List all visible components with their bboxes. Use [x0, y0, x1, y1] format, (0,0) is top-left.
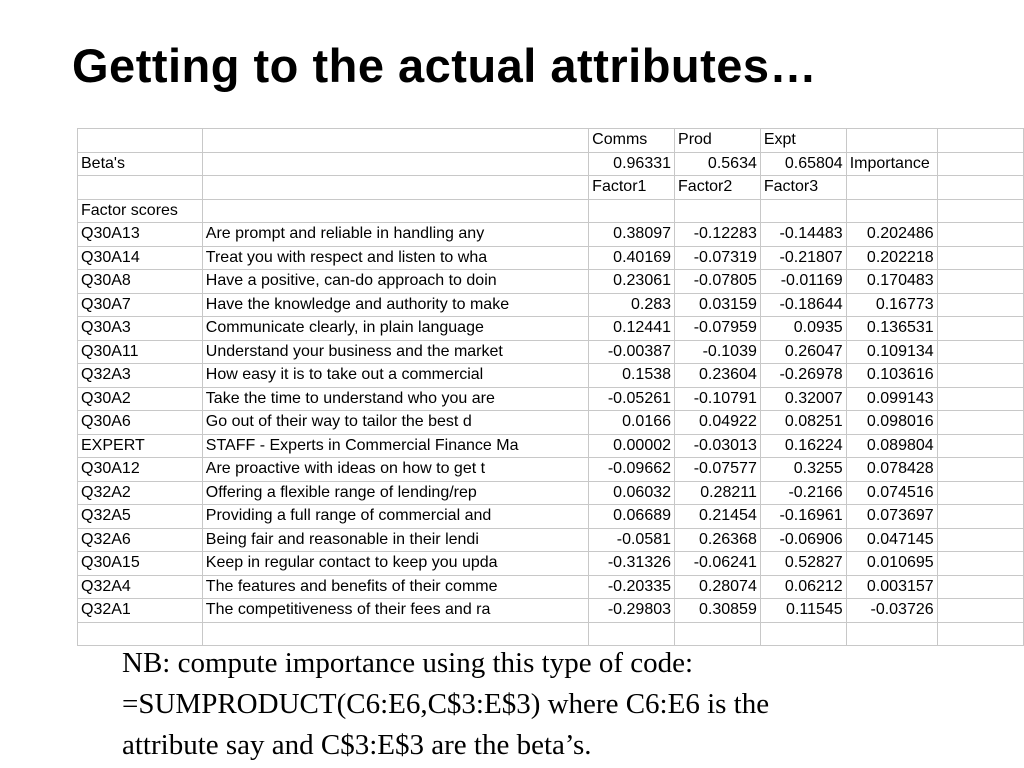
table-cell: 0.5634 [675, 152, 761, 176]
table-cell: Q32A5 [78, 505, 203, 529]
table-cell: -0.07319 [675, 246, 761, 270]
table-cell: -0.03013 [675, 434, 761, 458]
table-cell: Offering a flexible range of lending/rep [202, 481, 588, 505]
table-cell [202, 199, 588, 223]
table-cell: 0.103616 [846, 364, 937, 388]
table-cell: Importance [846, 152, 937, 176]
table-cell: -0.18644 [760, 293, 846, 317]
table-cell: Treat you with respect and listen to wha [202, 246, 588, 270]
table-cell [937, 575, 1023, 599]
table-cell: Are prompt and reliable in handling any [202, 223, 588, 247]
table-row [78, 458, 1024, 482]
table-cell: Understand your business and the market [202, 340, 588, 364]
table-cell [937, 528, 1023, 552]
table-row [78, 552, 1024, 576]
table-cell [937, 223, 1023, 247]
table-cell: -0.14483 [760, 223, 846, 247]
table-cell: -0.31326 [589, 552, 675, 576]
table-cell: 0.16224 [760, 434, 846, 458]
table-cell: 0.3255 [760, 458, 846, 482]
header-row [78, 129, 1024, 153]
table-cell: -0.1039 [675, 340, 761, 364]
table-cell: 0.074516 [846, 481, 937, 505]
slide-title: Getting to the actual attributes… [72, 39, 818, 92]
table-cell [202, 622, 588, 646]
table-cell: 0.96331 [589, 152, 675, 176]
table-cell [937, 622, 1023, 646]
table-cell: -0.16961 [760, 505, 846, 529]
table-cell: -0.05261 [589, 387, 675, 411]
table-cell: Factor1 [589, 176, 675, 200]
note-line-3: attribute say and C$3:E$3 are the beta’s. [122, 729, 592, 761]
table-cell: 0.099143 [846, 387, 937, 411]
table-row [78, 340, 1024, 364]
table-cell [675, 622, 761, 646]
table-cell [846, 129, 937, 153]
table-cell [937, 317, 1023, 341]
table-row [78, 270, 1024, 294]
factor-scores-label-row [78, 199, 1024, 223]
table-cell: Q30A7 [78, 293, 203, 317]
table-cell [937, 246, 1023, 270]
table-cell: Communicate clearly, in plain language [202, 317, 588, 341]
table-cell: 0.202218 [846, 246, 937, 270]
table-cell: -0.07805 [675, 270, 761, 294]
table-cell [937, 387, 1023, 411]
table-cell: -0.03726 [846, 599, 937, 623]
beta-row [78, 152, 1024, 176]
table-cell [78, 129, 203, 153]
table-cell: 0.283 [589, 293, 675, 317]
table-cell: Have the knowledge and authority to make [202, 293, 588, 317]
table-cell [937, 340, 1023, 364]
table-cell: -0.07959 [675, 317, 761, 341]
table-cell: -0.06906 [760, 528, 846, 552]
table-cell: 0.047145 [846, 528, 937, 552]
table-row [78, 528, 1024, 552]
table-cell [937, 129, 1023, 153]
table-row [78, 599, 1024, 623]
table-cell [202, 129, 588, 153]
table-cell: Q32A2 [78, 481, 203, 505]
table-cell: 0.1538 [589, 364, 675, 388]
table-cell: 0.11545 [760, 599, 846, 623]
table-row [78, 505, 1024, 529]
table-row [78, 246, 1024, 270]
table-cell: 0.073697 [846, 505, 937, 529]
table-cell [846, 176, 937, 200]
table-cell: -0.21807 [760, 246, 846, 270]
table-cell: STAFF - Experts in Commercial Finance Ma [202, 434, 588, 458]
table-cell: The competitiveness of their fees and ra [202, 599, 588, 623]
table-cell [760, 622, 846, 646]
table-cell [937, 364, 1023, 388]
table-cell: 0.65804 [760, 152, 846, 176]
table-cell: Q30A8 [78, 270, 203, 294]
table-cell [937, 293, 1023, 317]
table-cell [937, 458, 1023, 482]
table-cell: -0.09662 [589, 458, 675, 482]
table-cell: Q30A14 [78, 246, 203, 270]
table-cell: Q30A13 [78, 223, 203, 247]
table-cell: -0.07577 [675, 458, 761, 482]
table-cell: -0.00387 [589, 340, 675, 364]
table-cell [937, 599, 1023, 623]
table-cell: 0.0166 [589, 411, 675, 435]
table-cell: EXPERT [78, 434, 203, 458]
table-cell [589, 622, 675, 646]
table-cell: Q32A6 [78, 528, 203, 552]
table-cell: 0.40169 [589, 246, 675, 270]
factor-scores-table [77, 128, 1024, 646]
table-cell: -0.2166 [760, 481, 846, 505]
table-cell [846, 199, 937, 223]
table-cell: 0.52827 [760, 552, 846, 576]
table-cell: Beta's [78, 152, 203, 176]
table-cell: -0.26978 [760, 364, 846, 388]
table-cell: 0.170483 [846, 270, 937, 294]
table-cell: 0.06212 [760, 575, 846, 599]
table-cell: Prod [675, 129, 761, 153]
table-cell: Being fair and reasonable in their lendi [202, 528, 588, 552]
table-cell: 0.202486 [846, 223, 937, 247]
table-cell: -0.29803 [589, 599, 675, 623]
table-cell: Go out of their way to tailor the best d [202, 411, 588, 435]
table-cell: How easy it is to take out a commercial [202, 364, 588, 388]
table-cell [937, 505, 1023, 529]
empty-row [78, 622, 1024, 646]
table-cell: 0.04922 [675, 411, 761, 435]
table-cell: 0.12441 [589, 317, 675, 341]
table-cell [937, 411, 1023, 435]
table-cell: Factor scores [78, 199, 203, 223]
table-cell: 0.38097 [589, 223, 675, 247]
table-cell [202, 176, 588, 200]
table-cell: Factor3 [760, 176, 846, 200]
table-cell: 0.089804 [846, 434, 937, 458]
table-cell: 0.109134 [846, 340, 937, 364]
table-row [78, 317, 1024, 341]
table-cell: Expt [760, 129, 846, 153]
table-cell: -0.12283 [675, 223, 761, 247]
table-cell: Take the time to understand who you are [202, 387, 588, 411]
table-cell: 0.21454 [675, 505, 761, 529]
table-cell [937, 152, 1023, 176]
table-cell: -0.06241 [675, 552, 761, 576]
table-cell: 0.136531 [846, 317, 937, 341]
table-cell: 0.06032 [589, 481, 675, 505]
table-cell: 0.00002 [589, 434, 675, 458]
table-cell: 0.26368 [675, 528, 761, 552]
table-cell: Comms [589, 129, 675, 153]
table-cell: -0.01169 [760, 270, 846, 294]
table-cell [202, 152, 588, 176]
note-line-2: =SUMPRODUCT(C6:E6,C$3:E$3) where C6:E6 is the [122, 688, 770, 720]
table-cell [937, 481, 1023, 505]
table-cell: 0.26047 [760, 340, 846, 364]
table-cell: Q32A3 [78, 364, 203, 388]
table-cell: 0.23604 [675, 364, 761, 388]
table-cell [937, 199, 1023, 223]
table-cell: -0.10791 [675, 387, 761, 411]
table-row [78, 293, 1024, 317]
table-cell: Q30A11 [78, 340, 203, 364]
table-cell [675, 199, 761, 223]
table-row [78, 411, 1024, 435]
table-cell [937, 270, 1023, 294]
table-cell: Q30A3 [78, 317, 203, 341]
table-cell: 0.03159 [675, 293, 761, 317]
table-body [78, 129, 1024, 646]
table-cell: Q30A2 [78, 387, 203, 411]
table-row [78, 575, 1024, 599]
table-cell [78, 176, 203, 200]
table-cell: 0.28074 [675, 575, 761, 599]
table-cell: 0.003157 [846, 575, 937, 599]
table-cell: -0.0581 [589, 528, 675, 552]
table-cell: Q30A6 [78, 411, 203, 435]
note-text [122, 643, 982, 766]
table-cell: 0.0935 [760, 317, 846, 341]
table-row [78, 434, 1024, 458]
table-cell: 0.28211 [675, 481, 761, 505]
table-cell: 0.010695 [846, 552, 937, 576]
table-cell: 0.30859 [675, 599, 761, 623]
table-cell: Q30A15 [78, 552, 203, 576]
note-line-1: NB: compute importance using this type of code: [122, 647, 694, 679]
table-cell: 0.06689 [589, 505, 675, 529]
table-cell: The features and benefits of their comme [202, 575, 588, 599]
factor-label-row [78, 176, 1024, 200]
table-cell: 0.08251 [760, 411, 846, 435]
table-cell [589, 199, 675, 223]
table-cell: Factor2 [675, 176, 761, 200]
table-cell: 0.078428 [846, 458, 937, 482]
table-row [78, 364, 1024, 388]
table-cell: 0.16773 [846, 293, 937, 317]
table-cell: Q30A12 [78, 458, 203, 482]
table-cell [760, 199, 846, 223]
table-cell: Keep in regular contact to keep you upda [202, 552, 588, 576]
table-cell [937, 176, 1023, 200]
table-cell [937, 434, 1023, 458]
table-cell [937, 552, 1023, 576]
table-cell [846, 622, 937, 646]
table-cell [78, 622, 203, 646]
table-cell: 0.23061 [589, 270, 675, 294]
table-row [78, 481, 1024, 505]
table-cell: Are proactive with ideas on how to get t [202, 458, 588, 482]
table-cell: Q32A1 [78, 599, 203, 623]
table-cell: Have a positive, can-do approach to doin [202, 270, 588, 294]
table-row [78, 387, 1024, 411]
table-cell: 0.098016 [846, 411, 937, 435]
table-cell: -0.20335 [589, 575, 675, 599]
table-cell: Providing a full range of commercial and [202, 505, 588, 529]
table-row [78, 223, 1024, 247]
table-cell: 0.32007 [760, 387, 846, 411]
table-cell: Q32A4 [78, 575, 203, 599]
